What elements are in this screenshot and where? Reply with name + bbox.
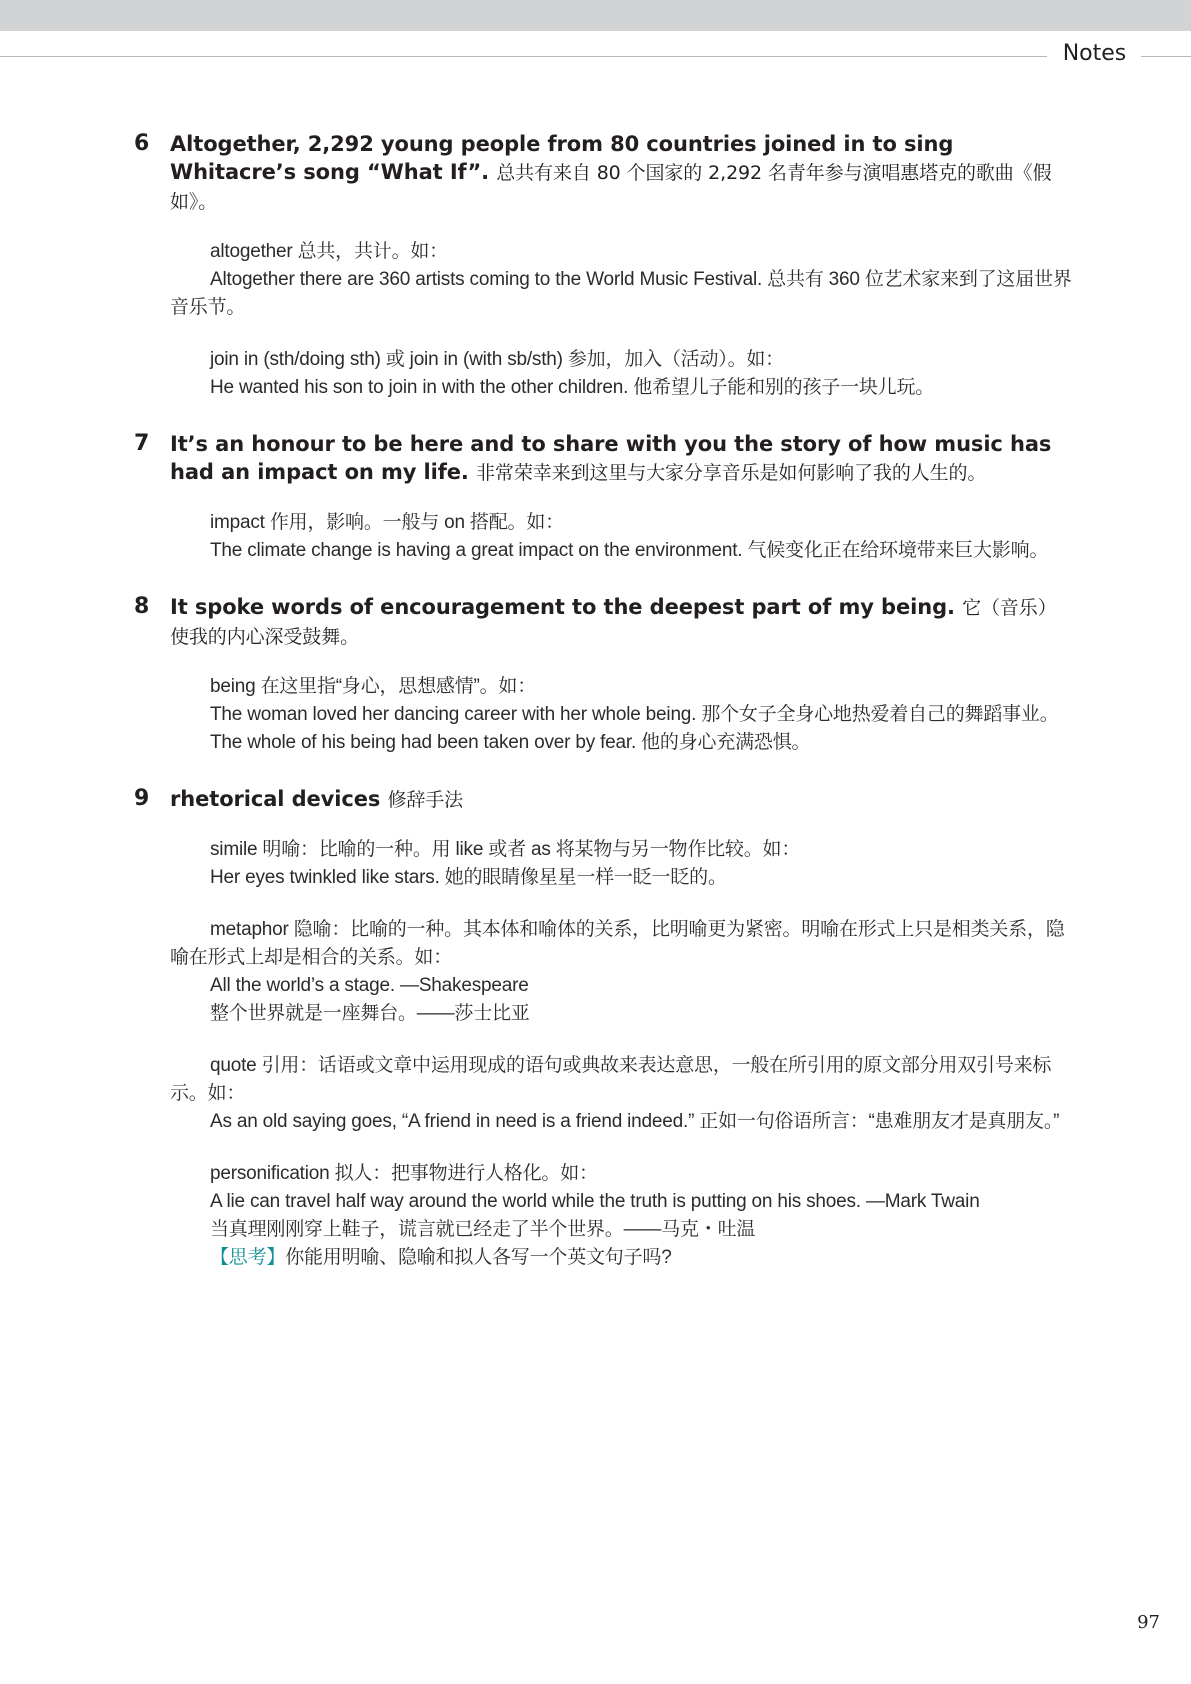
note-number: 9 [134,786,150,811]
note-number: 6 [134,131,150,156]
notes-content [134,130,1074,1272]
note-paragraph: altogether 总共，共计。如： [210,241,448,262]
think-text: 你能用明喻、隐喻和拟人各写一个英文句子吗? [285,1247,672,1268]
page-number: 97 [1137,1612,1160,1633]
header-rule [0,56,1047,57]
note-headline [170,785,1074,814]
note-paragraph: All the world’s a stage. —Shakespeare [210,975,529,996]
note-paragraph: Altogether there are 360 artists coming to the World Music Festival. 总共有 360 位艺术家来到了这届世界音乐节。 [170,269,1072,318]
section-title: Notes [1048,41,1141,66]
headline-english: It spoke words of encouragement to the deepest part of my being. [170,595,955,619]
note-paragraph: 当真理刚刚穿上鞋子，谎言就已经走了半个世界。——马克・吐温 [210,1219,756,1240]
note-paragraph: being 在这里指“身心，思想感情”。如： [210,676,537,697]
note-number: 7 [134,431,150,456]
note-paragraph: The whole of his being had been taken over by fear. 他的身心充满恐惧。 [210,732,811,753]
note-8 [134,593,1074,757]
think-label: 【思考】 [210,1247,286,1268]
note-paragraph: impact 作用，影响。一般与 on 搭配。如： [210,512,564,533]
note-paragraph: The climate change is having a great impact on the environment. 气候变化正在给环境带来巨大影响。 [210,540,1049,561]
headline-chinese: 修辞手法 [387,789,464,811]
note-paragraph: The woman loved her dancing career with her whole being. 那个女子全身心地热爱着自己的舞蹈事业。 [210,704,1059,725]
headline-chinese: 非常荣幸来到这里与大家分享音乐是如何影响了我的人生的。 [476,462,987,484]
note-paragraph: He wanted his son to join in with the other children. 他希望儿子能和别的孩子一块儿玩。 [210,377,935,398]
note-paragraph: personification 拟人：把事物进行人格化。如： [210,1163,598,1184]
note-paragraph: metaphor 隐喻：比喻的一种。其本体和喻体的关系，比明喻更为紧密。明喻在形式上只是相类关系，隐喻在形式上却是相合的关系。如： [170,919,1065,968]
note-paragraph: simile 明喻：比喻的一种。用 like 或者 as 将某物与另一物作比较。如： [210,839,801,860]
headline-english: rhetorical devices [170,787,381,811]
note-headline [170,430,1074,487]
note-paragraph: quote 引用：话语或文章中运用现成的语句或典故来表达意思，一般在所引用的原文部分用双引号来标示。如： [170,1055,1052,1104]
note-paragraph: As an old saying goes, “A friend in need is a friend indeed.” 正如一句俗语所言：“患难朋友才是真朋友。” [210,1111,1060,1132]
note-7 [134,430,1074,565]
note-paragraph: 整个世界就是一座舞台。——莎士比亚 [210,1003,530,1024]
think-prompt [170,1244,1074,1272]
headline-chinese: 总共有来自 80 个国家的 2,292 名青年参与演唱惠塔克的歌曲《假如》。 [170,162,1052,213]
note-9 [134,785,1074,1272]
header-rule-right [1141,56,1191,57]
note-paragraph: A lie can travel half way around the world while the truth is putting on his shoes. —Mark Twain [210,1191,980,1212]
note-headline [170,130,1074,216]
headline-english: Altogether, 2,292 young people from 80 countries joined in to sing Whitacre’s song “What If”. [170,132,954,184]
top-band [0,0,1191,31]
note-number: 8 [134,594,150,619]
note-6 [134,130,1074,402]
note-headline [170,593,1074,651]
note-paragraph: join in (sth/doing sth) 或 join in (with sb/sth) 参加，加入（活动）。如： [210,349,784,370]
note-paragraph: Her eyes twinkled like stars. 她的眼睛像星星一样一眨一眨的。 [210,867,727,888]
headline-chinese: 它（音乐）使我的内心深受鼓舞。 [170,597,1057,648]
headline-english: It’s an honour to be here and to share with you the story of how music has had an impact on my life. [170,432,1052,484]
